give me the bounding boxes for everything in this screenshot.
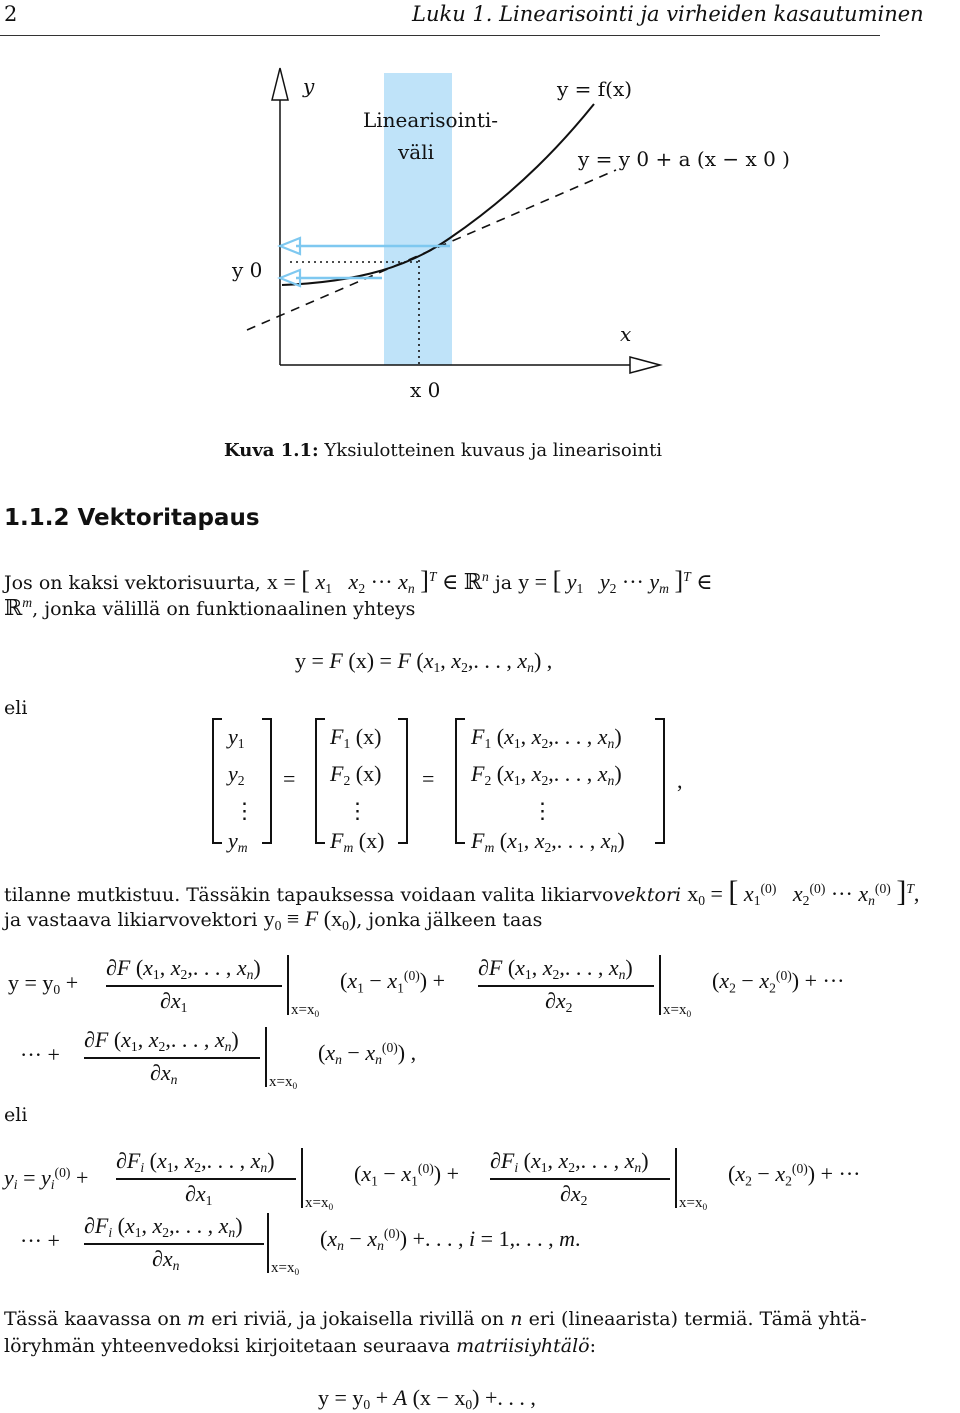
expansion-1-fracline-1 <box>106 985 282 987</box>
expansion-1-cont-lhs: ··· + <box>20 1042 60 1067</box>
matrix-F-column: $F_1$ (x) $F_2$ (x) ⋮ $F_m$ (x) <box>330 724 385 856</box>
expansion-2-num-2: $\partial F_i$ ($x_1$, $x_2$,. . . , $x_n$) <box>490 1148 649 1176</box>
matrix-comma: , <box>677 768 683 793</box>
expansion-2-eval-2: $x=x_0$ <box>679 1195 708 1213</box>
interval-label-line2: väli <box>398 140 435 164</box>
matrix-equation: $y = y_0 + A$ $(x - x_0)$ +. . . , <box>318 1385 536 1413</box>
expansion-2-evalbar-1 <box>301 1148 303 1208</box>
expansion-1-fracline-3 <box>84 1057 260 1059</box>
expansion-2-evalbar-3 <box>267 1213 269 1273</box>
expansion-1-term-2: $(x_2 - x_2^{(0)})$ + ··· <box>712 968 845 996</box>
final-text-a: Tässä kaavassa on <box>4 1308 182 1330</box>
intro-formula-y: y = [ $y_1$ $y_2$ ··· $y_m$ ]$^T$ ∈ <box>518 566 713 597</box>
x0-vector-formula: $x_0$ = [ $x_1^{(0)}$ $x_2^{(0)}$ ··· $x_n^{(0)}$ ]$^T$, <box>687 875 920 909</box>
matrix-right-bracket-2 <box>398 718 408 844</box>
expansion-2-evalbar-2 <box>675 1148 677 1208</box>
expansion-1-evalbar-2 <box>659 955 661 1015</box>
expansion-2-den-3: $\partial x_n$ <box>152 1246 180 1274</box>
expansion-1-eval-1: $x=x_0$ <box>291 1002 320 1020</box>
intro-text-b: ja <box>494 572 513 594</box>
equals-sign-2: = <box>422 766 435 791</box>
expansion-1-eval-2: $x=x_0$ <box>663 1002 692 1020</box>
vektori-word: vektori <box>613 884 682 906</box>
expansion-2-term-2: $(x_2 - x_2^{(0)})$ + ··· <box>728 1161 861 1189</box>
expansion-2-den-2: $\partial x_2$ <box>560 1181 588 1209</box>
expansion-1-evalbar-3 <box>265 1027 267 1087</box>
section-heading: 1.1.2 Vektoritapaus <box>4 505 260 531</box>
expansion-1-num-1: ∂F ($x_1$, $x_2$,. . . , $x_n$) <box>106 955 261 983</box>
equation-y-equals-F: y = F (x) = F ($x_1$, $x_2$,. . . , $x_n$) , <box>295 648 553 676</box>
final-line-2 <box>4 1335 596 1357</box>
final-text-c: eri (lineaarista) termiä. Tämä yhtä- <box>528 1308 867 1330</box>
final-text-f: : <box>589 1335 596 1357</box>
eli-label-2: eli <box>4 1104 28 1126</box>
jonka-text: , jonka jälkeen taas <box>356 909 543 931</box>
intro-text-c: , jonka välillä on funktionaalinen yhteys <box>32 598 416 621</box>
equals-sign-1: = <box>283 766 296 791</box>
expansion-1-lhs: $y = y_0$ + <box>8 970 79 998</box>
intro-line-1 <box>4 566 960 597</box>
final-text-b: eri riviä, ja jokaisella rivillä on <box>211 1308 505 1330</box>
y-axis-arrowhead <box>272 68 288 100</box>
chapter-title: Luku 1. Linearisointi ja virheiden kasautuminen <box>412 2 924 26</box>
final-line-1: Tässä kaavassa on m eri riviä, ja jokaisella rivillä on n eri (lineaarista) termiä. Tämä yhtä- <box>4 1308 867 1330</box>
x-axis-label: x <box>620 322 632 346</box>
expansion-2-fracline-2 <box>490 1178 670 1180</box>
intro-text-a: Jos on kaksi vektorisuurta, <box>4 572 261 594</box>
expansion-2-cont-lhs: ··· + <box>20 1228 60 1253</box>
expansion-2-eval-3: $x=x_0$ <box>271 1260 300 1278</box>
intro-line-2 <box>4 595 415 621</box>
matrix-y-column: $y_1$ $y_2$ ⋮ $y_m$ <box>228 724 256 856</box>
tilanne-text: tilanne mutkistuu. Tässäkin tapauksessa voidaan valita likiarvo <box>4 884 614 906</box>
matrix-right-bracket-3 <box>655 718 665 844</box>
tilanne-line <box>4 875 919 909</box>
y0-label: y 0 <box>232 258 263 282</box>
expansion-2-den-1: $\partial x_1$ <box>185 1181 213 1209</box>
interval-label-line1: Linearisointi- <box>363 108 499 132</box>
linearization-figure <box>0 0 960 470</box>
expansion-2-eval-1: $x=x_0$ <box>305 1195 334 1213</box>
expansion-1-fracline-2 <box>478 985 654 987</box>
final-text-e: matriisiyhtälö <box>456 1335 590 1357</box>
matrix-right-bracket-1 <box>262 718 272 844</box>
y0-approx-formula: $y_0 \equiv F$ $(x_0)$ <box>263 906 357 934</box>
expansion-2-term-1: $(x_1 - x_1^{(0)})$ + <box>354 1161 460 1189</box>
matrix-F-args-column: $F_1$ ($x_1$, $x_2$,. . . , $x_n$) $F_2$ ($x_1$, $x_2$,. . . , $x_n$) ⋮ $F_m$ ($x_1$, $x_2$,. . . , $x_n$) <box>471 724 625 856</box>
matrix-left-bracket-2 <box>315 718 325 844</box>
figure-caption <box>224 440 662 461</box>
x-axis-arrowhead <box>630 357 660 373</box>
intro-formula-x: x = [ $x_1$ $x_2$ ··· $x_n$ ]$^T$ ∈ ℝ$^n$ <box>266 566 489 597</box>
expansion-1-den-3: $\partial x_n$ <box>150 1060 178 1088</box>
expansion-2-num-3: $\partial F_i$ ($x_1$, $x_2$,. . . , $x_n$) <box>84 1213 243 1241</box>
expansion-2-lhs: $y_i = y_i^{(0)}$ + <box>4 1165 89 1193</box>
expansion-1-term-3: $(x_n - x_n^{(0)})$ , <box>318 1040 417 1068</box>
curve-label: y = f(x) <box>557 77 633 101</box>
expansion-2-fracline-3 <box>84 1243 264 1245</box>
page-number: 2 <box>4 2 18 26</box>
final-text-d: löryhmän yhteenvedoksi kirjoitetaan seuraava <box>4 1335 451 1357</box>
expansion-1-num-3: ∂F ($x_1$, $x_2$,. . . , $x_n$) <box>84 1027 239 1055</box>
caption-label: Kuva 1.1: <box>224 440 319 461</box>
expansion-1-den-2: $\partial x_2$ <box>545 988 573 1016</box>
tangent-label: y = y 0 + a (x − x 0 ) <box>578 147 790 171</box>
caption-text: Yksiulotteinen kuvaus ja linearisointi <box>318 440 663 461</box>
expansion-2-num-1: $\partial F_i$ ($x_1$, $x_2$,. . . , $x_n$) <box>116 1148 275 1176</box>
ja-vastaava-line <box>4 906 542 934</box>
expansion-1-eval-3: $x=x_0$ <box>269 1074 298 1092</box>
expansion-2-term-3: $(x_n - x_n^{(0)})$ +. . . , i = 1,. . . , m. <box>320 1226 581 1254</box>
matrix-left-bracket-1 <box>212 718 222 844</box>
intro-formula-rm: ℝ$^m$ <box>4 595 33 621</box>
expansion-1-term-1: $(x_1 - x_1^{(0)})$ + <box>340 968 446 996</box>
expansion-2-fracline-1 <box>116 1178 296 1180</box>
matrix-left-bracket-3 <box>455 718 465 844</box>
eli-label-1: eli <box>4 697 28 719</box>
x0-label: x 0 <box>410 378 441 402</box>
y-axis-label: y <box>303 74 315 98</box>
expansion-1-evalbar-1 <box>287 955 289 1015</box>
ja-vastaava-text: ja vastaava likiarvovektori <box>4 909 258 931</box>
expansion-1-den-1: $\partial x_1$ <box>160 988 188 1016</box>
expansion-1-num-2: ∂F ($x_1$, $x_2$,. . . , $x_n$) <box>478 955 633 983</box>
